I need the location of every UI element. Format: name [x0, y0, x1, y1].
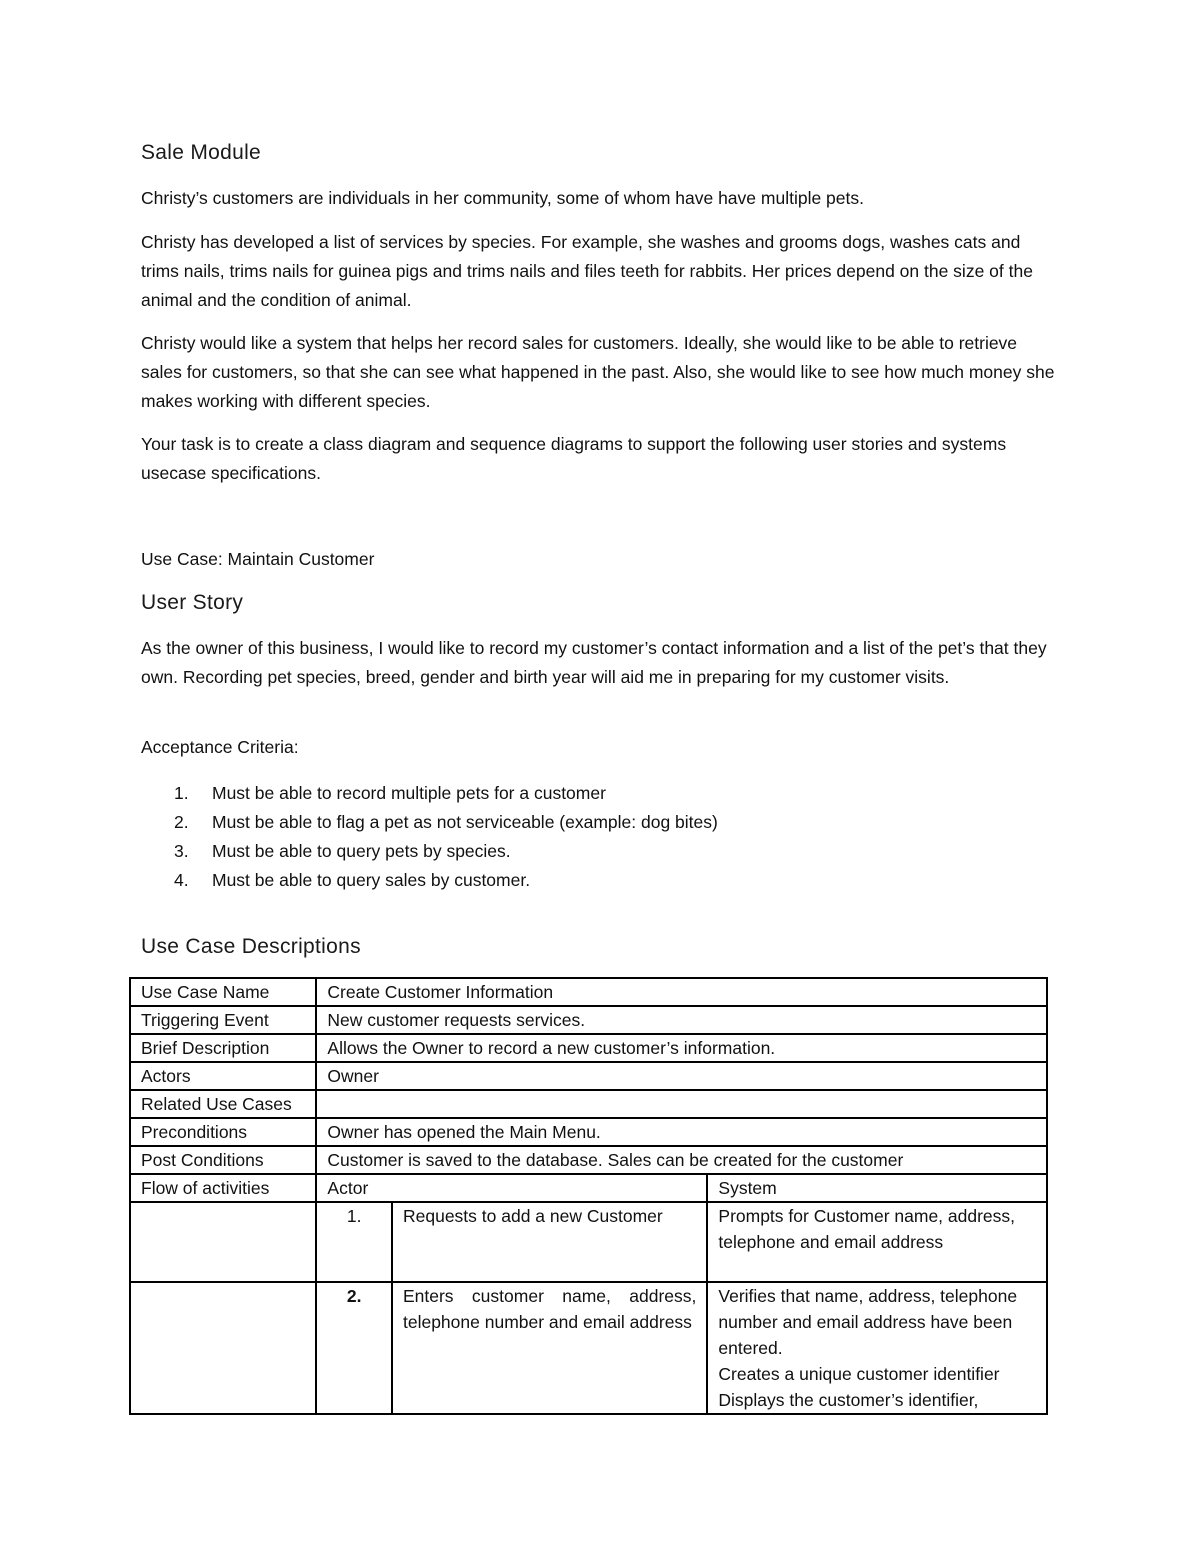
row-label: Brief Description: [130, 1034, 316, 1062]
user-story-text: As the owner of this business, I would like to record my customer’s contact information and a list of the pet’s that they own. Recording pet species, breed, gender and birth year will aid me in preparing for my customer visits.: [141, 638, 1047, 687]
step-actor: Requests to add a new Customer: [392, 1202, 707, 1282]
row-value: New customer requests services.: [316, 1006, 1047, 1034]
use-case-label: Use Case: Maintain Customer: [141, 549, 375, 569]
criterion-text: Must be able to query pets by species.: [212, 841, 511, 861]
criterion-item: [141, 808, 718, 837]
use-case-table: [129, 977, 1048, 1415]
intro-paragraph-2: Christy has developed a list of services by species. For example, she washes and grooms dogs, washes cats and trims nails, trims nails for guinea pigs and trims nails and files teeth for rabbits. Her prices depend on the size of the animal and the condition of animal.: [141, 232, 1033, 310]
actor-header: Actor: [316, 1174, 707, 1202]
flow-empty-cell: [130, 1282, 316, 1414]
intro-paragraph-3: Christy would like a system that helps her record sales for customers. Ideally, she would like to be able to retrieve sales for customers, so that she can see what happened in the past. Also, she would like to see how much money she makes working with different species.: [141, 333, 1055, 411]
row-value: Owner: [316, 1062, 1047, 1090]
page-title: Sale Module: [141, 141, 262, 164]
table-row: [130, 978, 1047, 1006]
row-label: Preconditions: [130, 1118, 316, 1146]
table-row: [130, 1034, 1047, 1062]
table-row: [130, 1062, 1047, 1090]
row-value: [316, 1090, 1047, 1118]
row-value: Create Customer Information: [316, 978, 1047, 1006]
table-row: [130, 1146, 1047, 1174]
row-label: Actors: [130, 1062, 316, 1090]
row-value: Owner has opened the Main Menu.: [316, 1118, 1047, 1146]
intro-paragraph-4: Your task is to create a class diagram and sequence diagrams to support the following user stories and systems usecase specifications.: [141, 434, 1007, 483]
criterion-number: 4.: [174, 870, 189, 890]
flow-label: Flow of activities: [130, 1174, 316, 1202]
criterion-item: [141, 866, 718, 895]
criterion-number: 1.: [174, 783, 189, 803]
criterion-text: Must be able to flag a pet as not serviceable (example: dog bites): [212, 812, 718, 832]
use-case-descriptions-heading: Use Case Descriptions: [141, 935, 361, 958]
row-label: Post Conditions: [130, 1146, 316, 1174]
row-value: Customer is saved to the database. Sales can be created for the customer: [316, 1146, 1047, 1174]
criterion-text: Must be able to query sales by customer.: [212, 870, 531, 890]
table-row: [130, 1118, 1047, 1146]
flow-empty-cell: [130, 1202, 316, 1282]
step-number: 1.: [316, 1202, 392, 1282]
step-actor: Enters customer name, address, telephone number and email address: [392, 1282, 707, 1414]
table-row: [130, 1006, 1047, 1034]
criterion-number: 2.: [174, 812, 189, 832]
acceptance-criteria-list: [141, 779, 718, 895]
criterion-number: 3.: [174, 841, 189, 861]
step-number: 2.: [316, 1282, 392, 1414]
step-system: Prompts for Customer name, address, telephone and email address: [707, 1202, 1047, 1282]
row-label: Related Use Cases: [130, 1090, 316, 1118]
row-label: Use Case Name: [130, 978, 316, 1006]
row-value: Allows the Owner to record a new customer’s information.: [316, 1034, 1047, 1062]
table-row: [130, 1090, 1047, 1118]
row-label: Triggering Event: [130, 1006, 316, 1034]
flow-step-row: [130, 1282, 1047, 1414]
intro-paragraph-1: Christy’s customers are individuals in her community, some of whom have have multiple pets.: [141, 188, 864, 208]
criterion-item: [141, 837, 718, 866]
flow-header-row: [130, 1174, 1047, 1202]
user-story-heading: User Story: [141, 591, 244, 614]
acceptance-criteria-label: Acceptance Criteria:: [141, 737, 299, 757]
flow-step-row: [130, 1202, 1047, 1282]
criterion-item: [141, 779, 718, 808]
system-header: System: [707, 1174, 1047, 1202]
criterion-text: Must be able to record multiple pets for a customer: [212, 783, 606, 803]
step-system: Verifies that name, address, telephone number and email address have been entered. Creates a unique customer identifier Displays the customer’s identifier,: [707, 1282, 1047, 1414]
